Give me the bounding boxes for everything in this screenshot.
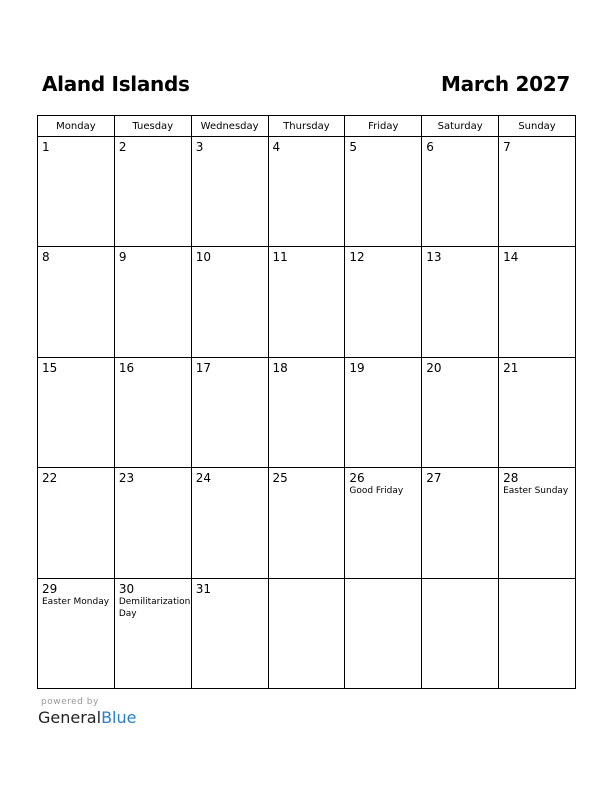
week-row [38, 247, 576, 357]
day-number: 8 [42, 250, 50, 265]
day-cell [114, 468, 191, 578]
day-number: 19 [349, 360, 365, 375]
week-row [38, 137, 576, 247]
day-number: 6 [426, 140, 434, 154]
day-cell [191, 468, 268, 578]
day-number: 4 [272, 140, 281, 154]
day-number: 27 [426, 471, 442, 486]
week-row [38, 357, 576, 467]
day-cell [345, 357, 422, 467]
day-number: 25 [272, 471, 288, 486]
day-cell [38, 247, 115, 357]
logo-general-text: General [38, 708, 102, 727]
day-cell [268, 357, 345, 467]
holiday-label: Easter Sunday [503, 486, 569, 497]
day-cell [499, 247, 576, 357]
day-number: 16 [118, 360, 135, 375]
day-cell [38, 357, 115, 467]
day-cell [191, 137, 268, 247]
day-cell [499, 137, 576, 247]
day-number: 1 [42, 140, 50, 154]
day-cell [38, 468, 115, 578]
day-cell [422, 247, 499, 357]
weekday-header-row [38, 116, 576, 137]
calendar-grid [37, 115, 576, 689]
day-cell [268, 137, 345, 247]
day-number: 28 [503, 471, 519, 486]
day-number: 14 [503, 250, 519, 265]
weekday-header: Saturday [422, 116, 499, 137]
day-number: 17 [195, 360, 211, 375]
day-cell [268, 468, 345, 578]
holiday-label: Good Friday [349, 486, 404, 497]
day-cell [38, 578, 115, 688]
day-cell [499, 468, 576, 578]
day-cell [38, 137, 115, 247]
weekday-header: Monday [38, 116, 115, 137]
day-number: 10 [195, 250, 211, 265]
day-cell [191, 357, 268, 467]
week-row [38, 468, 576, 578]
day-number: 11 [272, 250, 288, 265]
day-number: 9 [118, 250, 127, 265]
day-cell [268, 578, 345, 688]
month-year-title: March 2027 [441, 72, 570, 96]
day-number: 12 [349, 250, 365, 265]
week-row [38, 578, 576, 688]
weekday-header: Friday [345, 116, 422, 137]
day-cell [114, 578, 191, 688]
day-cell [114, 137, 191, 247]
day-number: 7 [503, 140, 511, 154]
holiday-label: Demilitarization Day [118, 596, 191, 619]
logo-blue-text: Blue [101, 708, 137, 727]
day-cell [191, 578, 268, 688]
day-cell [114, 247, 191, 357]
day-cell [499, 357, 576, 467]
day-cell [191, 247, 268, 357]
day-cell [345, 578, 422, 688]
weekday-header: Thursday [268, 116, 345, 137]
weekday-header: Sunday [499, 116, 576, 137]
day-number: 21 [503, 360, 519, 375]
day-cell [114, 357, 191, 467]
day-number: 22 [42, 471, 58, 486]
day-number: 3 [195, 140, 204, 154]
day-number: 30 [118, 581, 135, 596]
weekday-header: Tuesday [114, 116, 191, 137]
generalblue-logo[interactable] [38, 708, 136, 727]
day-cell [422, 137, 499, 247]
day-number: 31 [195, 581, 211, 596]
day-cell [345, 137, 422, 247]
day-number: 18 [272, 360, 288, 375]
day-number: 29 [42, 581, 58, 596]
day-cell [345, 468, 422, 578]
day-number: 15 [42, 360, 58, 375]
day-cell [499, 578, 576, 688]
day-number: 20 [426, 360, 442, 375]
day-number: 5 [349, 140, 358, 154]
day-cell [422, 578, 499, 688]
day-number: 26 [349, 471, 365, 486]
day-cell [268, 247, 345, 357]
weekday-header: Wednesday [191, 116, 268, 137]
day-cell [422, 357, 499, 467]
day-cell [345, 247, 422, 357]
powered-by-label: powered by [41, 697, 99, 707]
day-number: 23 [118, 471, 135, 486]
day-number: 24 [195, 471, 211, 486]
holiday-label: Easter Monday [42, 596, 110, 607]
country-title: Aland Islands [42, 72, 190, 96]
day-number: 2 [118, 140, 127, 154]
day-number: 13 [426, 250, 442, 265]
day-cell [422, 468, 499, 578]
